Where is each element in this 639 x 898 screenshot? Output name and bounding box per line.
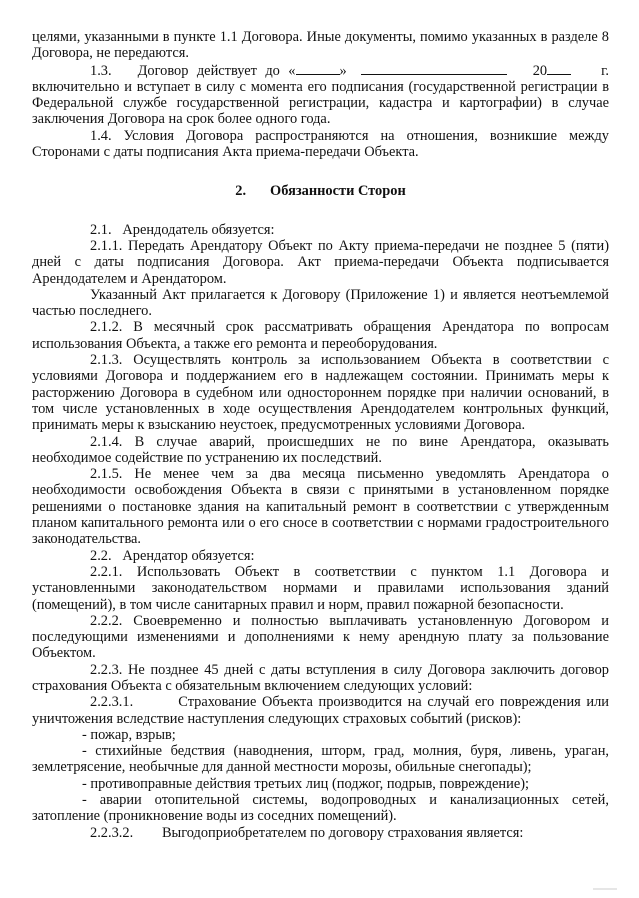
section-number: 2.: [235, 183, 247, 200]
paragraph-2-1-2: 2.1.2. В месячный срок рассматривать обращения Арендатора по вопросам использования Объекта, а также его ремонта и переоборудования.: [32, 319, 609, 352]
paragraph-2-1-4: 2.1.4. В случае аварий, происшедших не по вине Арендатора, оказывать необходимое содействие по устранению их последствий.: [32, 433, 609, 466]
paragraph-1-4: 1.4. Условия Договора распространяются на отношения, возникшие между Сторонами с даты подписания Акта приема-передачи Объекта.: [32, 127, 609, 161]
month-blank: [361, 62, 507, 75]
risk-item-fire: - пожар, взрыв;: [82, 726, 176, 743]
paragraph-1-1-continuation: целями, указанными в пункте 1.1 Договора. Иные документы, помимо указанных в разделе 8 Договора, не передаются.: [32, 29, 609, 62]
section-title: Обязанности Сторон: [270, 183, 406, 200]
risk-item-utility-accidents: - аварии отопительной системы, водопроводных и канализационных сетей, затопление (проникновение воды из соседних помещений).: [32, 792, 609, 825]
scan-artifact: [593, 888, 617, 890]
paragraph-2-2-3-2: 2.2.3.2. Выгодоприобретателем по договору страхования является:: [90, 824, 524, 841]
risk-item-third-party: - противоправные действия третьих лиц (поджог, подрыв, повреждение);: [82, 775, 529, 792]
paragraph-2-1: 2.1. Арендодатель обязуется:: [90, 221, 275, 238]
section-heading: [32, 183, 609, 199]
paragraph-2-2-1: 2.2.1. Использовать Объект в соответствии с пунктом 1.1 Договора и установленными законодательством нормами и правилами использования зданий (помещений), в том числе санитарных правил и норм, правил пожарной безопасности.: [32, 563, 609, 613]
quote-close: »: [339, 62, 347, 79]
paragraph-1-3: [32, 62, 609, 128]
risk-item-natural-disasters: - стихийные бедствия (наводнения, шторм, град, молния, буря, ливень, ураган, землетрясение, необычные для данной местности морозы, обильные снегопады);: [32, 743, 609, 776]
paragraph-2-1-5: 2.1.5. Не менее чем за два месяца письменно уведомлять Арендатора о необходимости освобождения Объекта в связи с принятыми в установленном порядке решениями о постановке здания на капитальный ремонт в соответствии с утвержденным планом капитального ремонта или о его сносе в соответствии с нормами градостроительного законодательства.: [32, 466, 609, 548]
paragraph-2-1-1: 2.1.1. Передать Арендатору Объект по Акту приема-передачи не позднее 5 (пяти) дней с даты подписания Договора. Акт приема-передачи Объекта подписывается Арендодателем и Арендатором.: [32, 237, 609, 287]
year-prefix: 20: [532, 62, 548, 79]
paragraph-2-1-3: 2.1.3. Осуществлять контроль за использованием Объекта в соответствии с условиями Договора и поддержанием его в надлежащем состоянии. Принимать меры к расторжению Договора в судебном или одностороннем порядке при наличии оснований, в том числе установленных в ходе осуществления Арендодателем контрольных функций, принимать меры к взысканию неустоек, предусмотренных условиями Договора.: [32, 352, 609, 434]
clause-number: 1.3.: [90, 62, 112, 79]
day-blank: [296, 62, 340, 75]
paragraph-2-2-3-1: 2.2.3.1. Страхование Объекта производится на случай его повреждения или уничтожения вследствие наступления следующих страховых событий (рисков):: [32, 694, 613, 727]
clause-text-rest: включительно и вступает в силу с момента его подписания (государственной регистрации в Федеральной службе государственной регистрации, кадастра и картографии) в случае заключения Договора на срок более одного года.: [32, 78, 609, 128]
paragraph-2-2-3: 2.2.3. Не позднее 45 дней с даты вступления в силу Договора заключить договор страхования Объекта с обязательным включением следующих условий:: [32, 661, 609, 694]
year-suffix: г.: [601, 62, 609, 79]
paragraph-2-1-1-act: Указанный Акт прилагается к Договору (Приложение 1) и является неотъемлемой частью последнего.: [32, 286, 609, 320]
clause-text-start: Договор действует до «: [137, 62, 296, 79]
paragraph-2-2-2: 2.2.2. Своевременно и полностью выплачивать установленную Договором и последующими изменениями и дополнениями к нему арендную плату за пользование Объектом.: [32, 612, 609, 662]
paragraph-2-2: 2.2. Арендатор обязуется:: [90, 547, 255, 564]
year-blank: [547, 62, 571, 75]
